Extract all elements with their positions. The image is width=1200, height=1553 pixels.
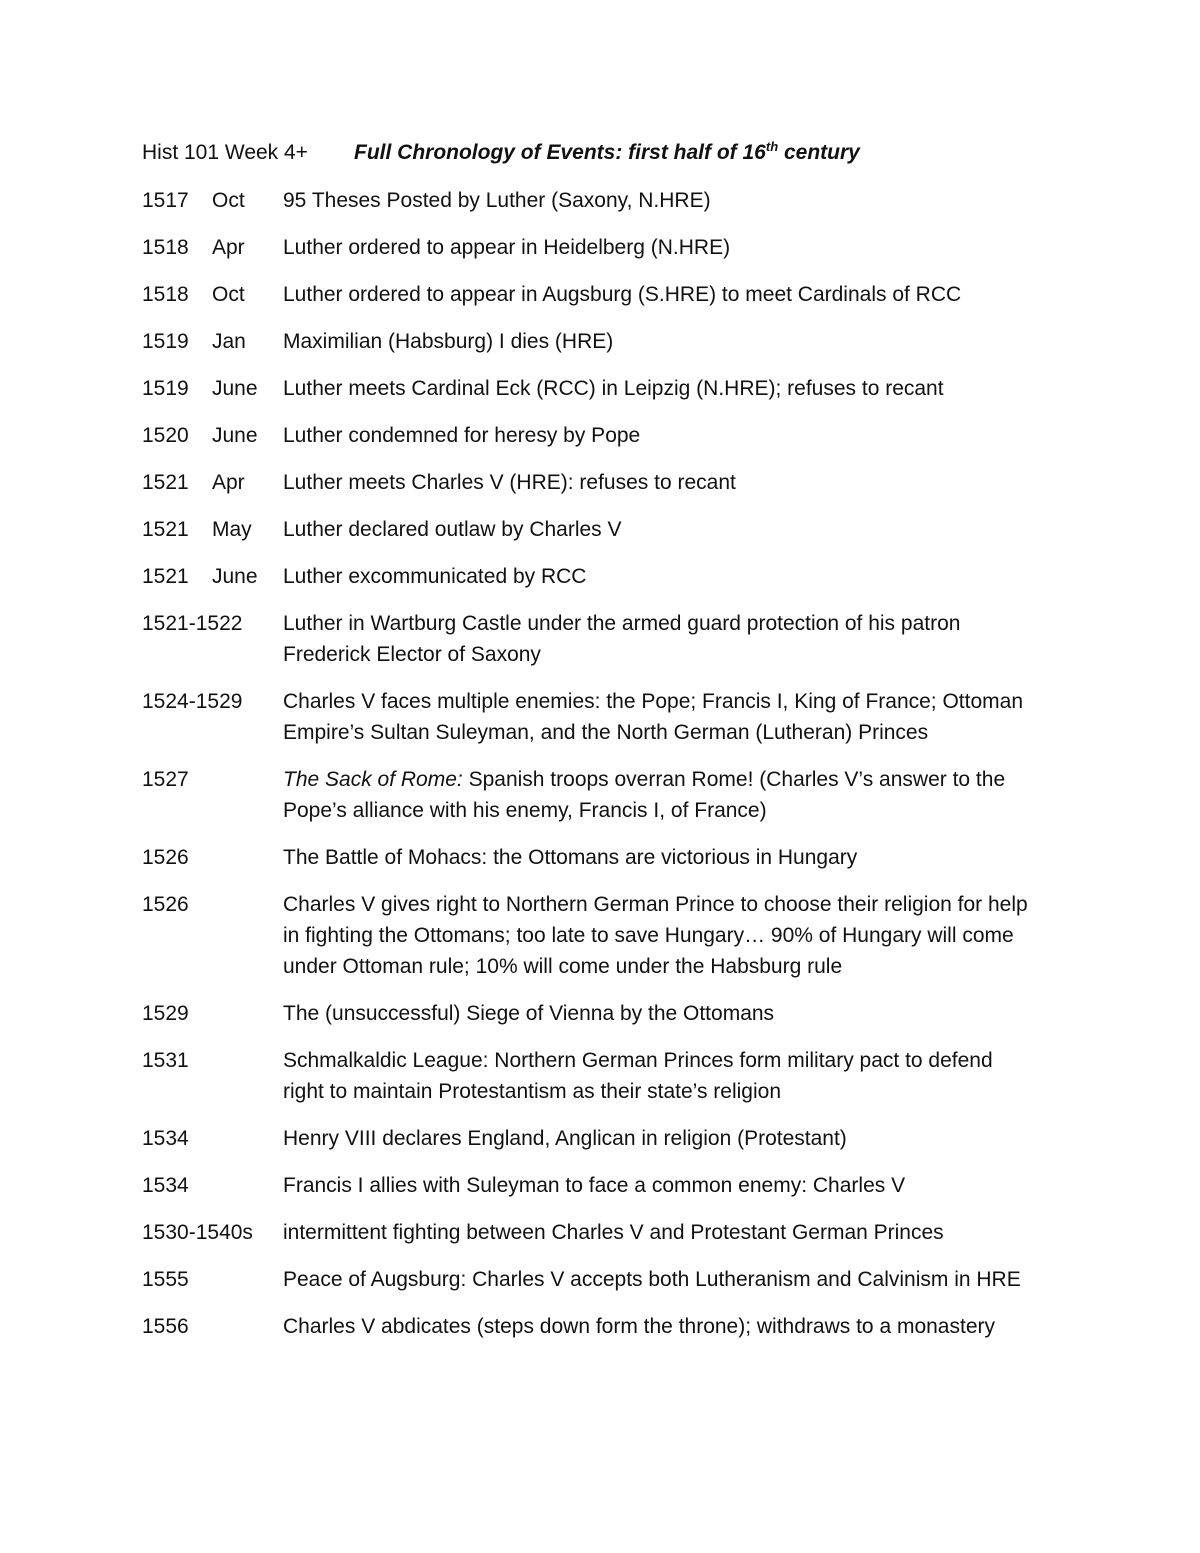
chronology-entry <box>142 842 1062 873</box>
entry-year: 1556 <box>142 1315 189 1338</box>
chronology-entry <box>142 514 1062 545</box>
title-main: Full Chronology of Events: first half of 16 <box>354 141 766 164</box>
chronology-entry <box>142 185 1062 216</box>
entry-month: Apr <box>212 471 245 494</box>
entry-description: Peace of Augsburg: Charles V accepts both Lutheranism and Calvinism in HRE <box>283 1268 1021 1291</box>
chronology-entry <box>142 889 1062 982</box>
entry-month: June <box>212 377 258 400</box>
entry-year: 1521 <box>142 518 189 541</box>
entry-year: 1534 <box>142 1127 189 1150</box>
entry-description: Henry VIII declares England, Anglican in religion (Protestant) <box>283 1127 847 1150</box>
entry-description: Luther ordered to appear in Heidelberg (N.HRE) <box>283 236 731 259</box>
entry-description: 95 Theses Posted by Luther (Saxony, N.HRE) <box>283 189 711 212</box>
chronology-entry <box>142 1045 1062 1107</box>
entry-year: 1521 <box>142 565 189 588</box>
document-title <box>354 138 860 168</box>
entry-description-text: Spanish troops overran Rome! (Charles V’s answer to the Pope’s alliance with his enemy, Francis I, of France) <box>283 768 1006 822</box>
entry-month: Jan <box>212 330 246 353</box>
entry-description: Luther declared outlaw by Charles V <box>283 518 622 541</box>
entry-description: Charles V faces multiple enemies: the Pope; Francis I, King of France; Ottoman Empire’s Sultan Suleyman, and the North German (Lutheran) Princes <box>283 690 1024 744</box>
entry-month: May <box>212 518 252 541</box>
entry-month: June <box>212 424 258 447</box>
entry-description: Luther meets Charles V (HRE): refuses to recant <box>283 471 736 494</box>
chronology-entry <box>142 764 1062 826</box>
entry-description: Luther excommunicated by RCC <box>283 565 587 588</box>
entry-description: Schmalkaldic League: Northern German Princes form military pact to defend right to maintain Protestantism as their state’s religion <box>283 1049 993 1103</box>
entry-description: The Battle of Mohacs: the Ottomans are victorious in Hungary <box>283 846 858 869</box>
title-superscript: th <box>765 139 779 154</box>
chronology-entry <box>142 467 1062 498</box>
chronology-entry <box>142 1264 1062 1295</box>
chronology-entry <box>142 1123 1062 1154</box>
entry-description: Luther condemned for heresy by Pope <box>283 424 641 447</box>
chronology-entry <box>142 686 1062 748</box>
entry-year: 1530-1540s <box>142 1221 253 1244</box>
chronology-entry <box>142 373 1062 404</box>
entry-year: 1519 <box>142 330 189 353</box>
entry-description-italic: The Sack of Rome: <box>283 768 463 791</box>
entry-year: 1518 <box>142 283 189 306</box>
chronology-entry <box>142 326 1062 357</box>
entry-year: 1519 <box>142 377 189 400</box>
document-page <box>142 138 1062 1358</box>
chronology-entry <box>142 1170 1062 1201</box>
entry-year: 1527 <box>142 768 189 791</box>
entry-month: Oct <box>212 283 245 306</box>
entry-description: Charles V abdicates (steps down form the throne); withdraws to a monastery <box>283 1315 995 1338</box>
entry-year: 1521-1522 <box>142 612 243 635</box>
entry-year: 1531 <box>142 1049 189 1072</box>
entry-month: Oct <box>212 189 245 212</box>
chronology-entry <box>142 608 1062 670</box>
chronology-list <box>142 185 1062 1342</box>
course-label: Hist 101 Week 4+ <box>142 141 308 164</box>
chronology-entry <box>142 561 1062 592</box>
entry-description <box>283 764 1062 826</box>
entry-description: Maximilian (Habsburg) I dies (HRE) <box>283 330 614 353</box>
entry-year: 1517 <box>142 189 189 212</box>
entry-year: 1524-1529 <box>142 690 243 713</box>
entry-description: Luther in Wartburg Castle under the armed guard protection of his patron Frederick Elector of Saxony <box>283 612 961 666</box>
entry-year: 1520 <box>142 424 189 447</box>
chronology-entry <box>142 420 1062 451</box>
entry-month: Apr <box>212 236 245 259</box>
chronology-entry <box>142 1311 1062 1342</box>
entry-description: Charles V gives right to Northern German Prince to choose their religion for help in fighting the Ottomans; too late to save Hungary… 90% of Hungary will come under Ottoman rule; 10% will come under the Habsburg rule <box>283 893 1028 978</box>
entry-description: intermittent fighting between Charles V and Protestant German Princes <box>283 1221 944 1244</box>
chronology-entry <box>142 1217 1062 1248</box>
chronology-entry <box>142 232 1062 263</box>
entry-description: Luther meets Cardinal Eck (RCC) in Leipzig (N.HRE); refuses to recant <box>283 377 944 400</box>
entry-description: Luther ordered to appear in Augsburg (S.HRE) to meet Cardinals of RCC <box>283 283 962 306</box>
entry-year: 1526 <box>142 893 189 916</box>
entry-month: June <box>212 565 258 588</box>
entry-year: 1521 <box>142 471 189 494</box>
document-header <box>142 138 1062 168</box>
entry-year: 1526 <box>142 846 189 869</box>
entry-year: 1518 <box>142 236 189 259</box>
entry-year: 1534 <box>142 1174 189 1197</box>
title-end: century <box>778 141 860 164</box>
entry-year: 1529 <box>142 1002 189 1025</box>
entry-year: 1555 <box>142 1268 189 1291</box>
chronology-entry <box>142 998 1062 1029</box>
entry-description: Francis I allies with Suleyman to face a common enemy: Charles V <box>283 1174 906 1197</box>
chronology-entry <box>142 279 1062 310</box>
entry-description: The (unsuccessful) Siege of Vienna by the Ottomans <box>283 1002 775 1025</box>
